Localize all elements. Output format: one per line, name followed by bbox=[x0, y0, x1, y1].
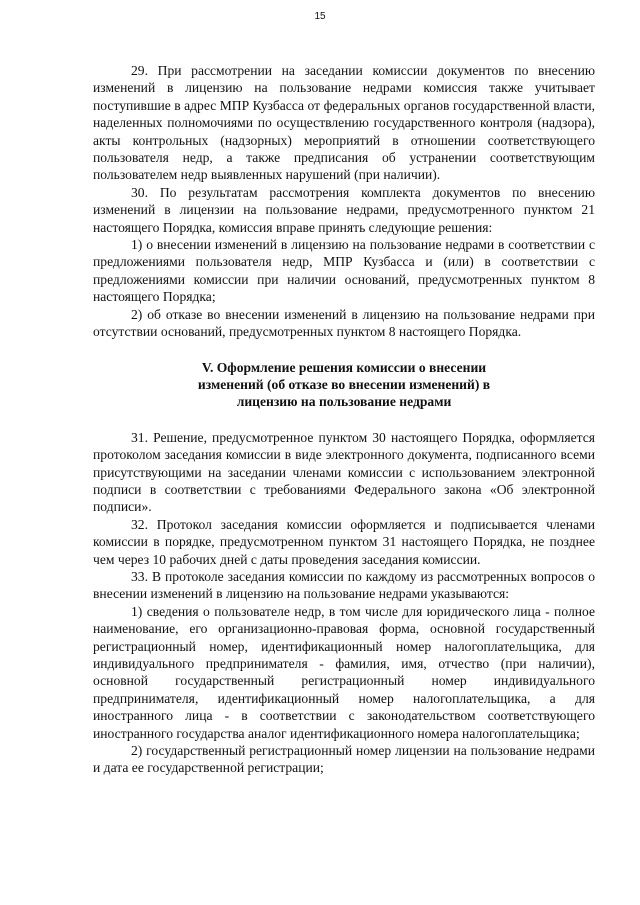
document-body bbox=[93, 62, 595, 777]
section-heading-line-2: изменений (об отказе во внесении изменений) в bbox=[197, 376, 491, 392]
paragraph-30-item-1: 1) о внесении изменений в лицензию на пользование недрами в соответствии с предложениями пользователя недр, МПР Кузбасса и (или) в соответствии с предложениями комиссии при наличии оснований, предусмотренных пунктом 8 настоящего Порядка; bbox=[93, 237, 595, 305]
paragraph-33-item-2: 2) государственный регистрационный номер лицензии на пользование недрами и дата ее государственной регистрации; bbox=[93, 743, 595, 776]
paragraph-30-item-2: 2) об отказе во внесении изменений в лицензию на пользование недрами при отсутствии оснований, предусмотренных пунктом 8 настоящего Порядка. bbox=[93, 306, 595, 340]
section-heading-line-3: лицензию на пользование недрами bbox=[236, 394, 452, 410]
section-heading-line-1: V. Оформление решения комиссии о внесении bbox=[201, 359, 487, 375]
paragraph-31: 31. Решение, предусмотренное пунктом 30 настоящего Порядка, оформляется протоколом заседания комиссии в виде электронного документа, подписанного всеми присутствующими на заседании членами комиссии с использованием электронной подписи в соответствии с требованиями Федерального закона «Об электронной подписи». bbox=[93, 429, 595, 515]
section-heading bbox=[93, 359, 595, 411]
paragraph-33: 33. В протоколе заседания комиссии по каждому из рассмотренных вопросов о внесении изменений в лицензию на пользование недрами указываются: bbox=[93, 568, 595, 602]
paragraph-33-item-1: 1) сведения о пользователе недр, в том числе для юридического лица - полное наименование, его организационно-правовая форма, основной государственный регистрационный номер, идентификационный номер налогоплательщика, для индивидуального предпринимателя - фамилия, имя, отчество (при наличии), основной государственный регистрационный номер индивидуального предпринимателя, идентификационный номер налогоплательщика, а для иностранного лица - в соответствии с законодательством соответствующего иностранного государства аналог идентификационного номера налогоплательщика; bbox=[93, 603, 595, 741]
paragraph-32: 32. Протокол заседания комиссии оформляется и подписывается членами комиссии в порядке, предусмотренном пунктом 31 настоящего Порядка, не позднее чем через 10 рабочих дней с даты проведения заседания комиссии. bbox=[93, 516, 595, 567]
paragraph-30: 30. По результатам рассмотрения комплекта документов по внесению изменений в лицензии на пользование недрами, предусмотренного пунктом 21 настоящего Порядка, комиссия вправе принять следующие решения: bbox=[93, 184, 595, 235]
page-number: 15 bbox=[314, 11, 326, 22]
paragraph-29: 29. При рассмотрении на заседании комиссии документов по внесению изменений в лицензию на пользование недрами комиссия также учитывает поступившие в адрес МПР Кузбасса от федеральных органов государственной власти, наделенных полномочиями по осуществлению государственного контроля (надзора), акты контрольных (надзорных) мероприятий в отношении соответствующего пользователя недр, а также предписания об устранении соответствующим пользователем недр выявленных нарушений (при наличии). bbox=[93, 63, 595, 183]
